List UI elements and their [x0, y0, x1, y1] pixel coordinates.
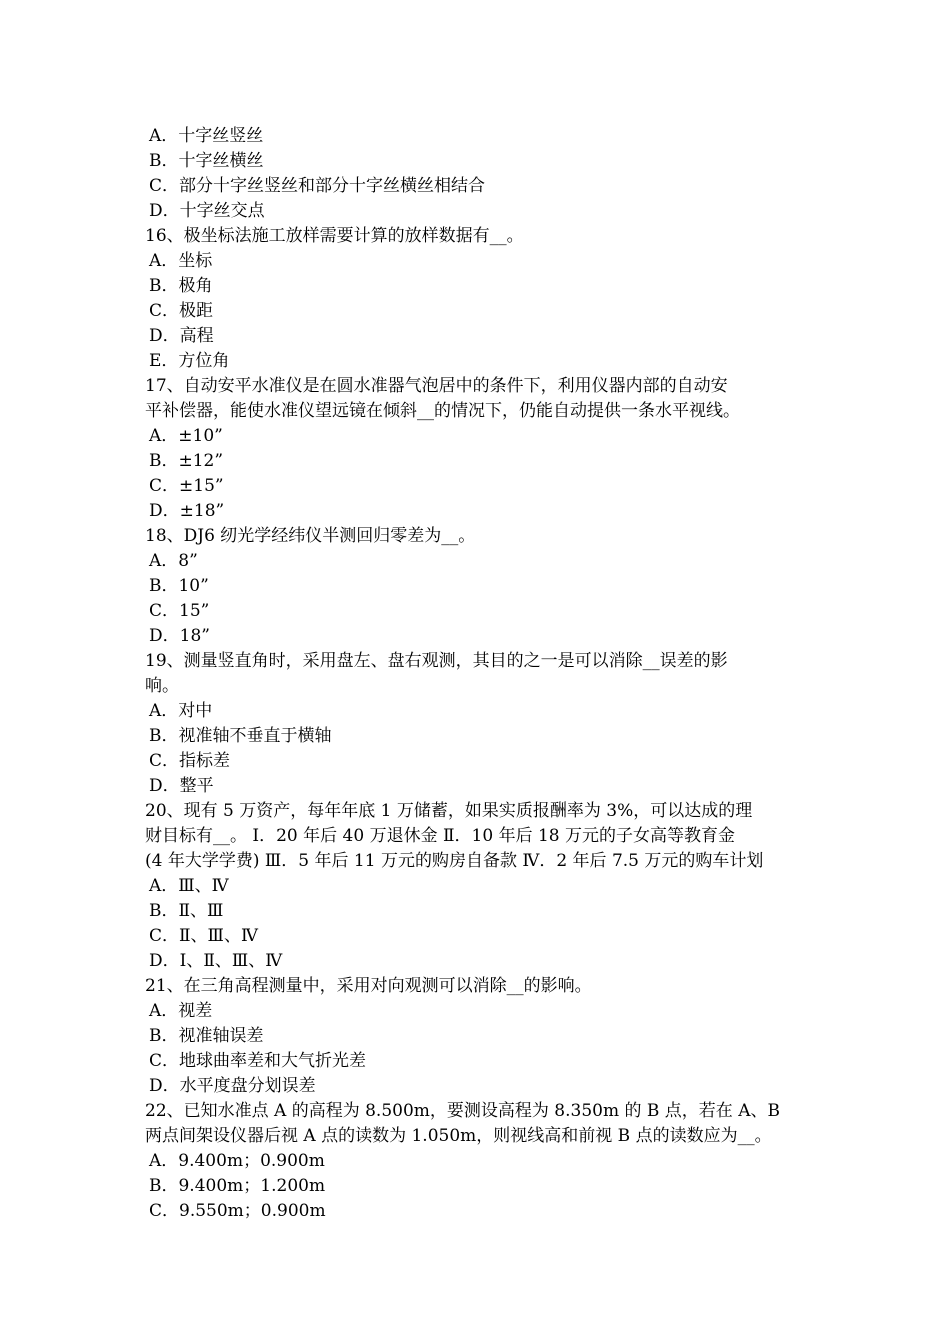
question-text: 22、已知水准点 A 的高程为 8.500m，要测设高程为 8.350m 的 B 点，若在 A、B: [145, 1101, 780, 1121]
answer-option: B．视准轴误差: [149, 1026, 264, 1046]
question-text: 响。: [145, 676, 179, 696]
answer-option: A．坐标: [149, 251, 213, 271]
answer-option: A．视差: [149, 1001, 213, 1021]
answer-option: C．指标差: [149, 751, 231, 771]
question-text: 两点间架设仪器后视 A 点的读数为 1.050m，则视线高和前视 B 点的读数应为__。: [145, 1126, 772, 1146]
question-text: 21、在三角高程测量中，采用对向观测可以消除__的影响。: [145, 976, 592, 996]
answer-option: B．10”: [149, 576, 209, 596]
question-text: 20、现有 5 万资产，每年年底 1 万储蓄，如果实质报酬率为 3%，可以达成的理: [145, 801, 753, 821]
answer-option: D．水平度盘分划误差: [149, 1076, 316, 1096]
answer-option: B．9.400m；1.200m: [149, 1176, 326, 1196]
answer-option: A．Ⅲ、Ⅳ: [149, 876, 229, 896]
answer-option: D．±18”: [149, 501, 225, 521]
answer-option: E．方位角: [149, 351, 230, 371]
answer-option: B．视准轴不垂直于横轴: [149, 726, 332, 746]
question-text: 财目标有__。 Ⅰ．20 年后 40 万退休金 Ⅱ．10 年后 18 万元的子女高等教育金: [145, 826, 736, 846]
question-text: 19、测量竖直角时，采用盘左、盘右观测，其目的之一是可以消除__误差的影: [145, 651, 728, 671]
question-text: 18、DJ6 纫光学经纬仪半测回归零差为__。: [145, 526, 476, 546]
answer-option: B．±12”: [149, 451, 224, 471]
answer-option: A．±10”: [149, 426, 223, 446]
answer-option: A．对中: [149, 701, 213, 721]
question-text: (4 年大学学费) Ⅲ．5 年后 11 万元的购房自备款 Ⅳ．2 年后 7.5 万元的购车计划: [145, 851, 764, 871]
document-body: [145, 124, 815, 1224]
answer-option: A．十字丝竖丝: [149, 126, 264, 146]
answer-option: A．9.400m；0.900m: [149, 1151, 325, 1171]
answer-option: B．十字丝横丝: [149, 151, 264, 171]
answer-option: D．十字丝交点: [149, 201, 265, 221]
answer-option: B．极角: [149, 276, 213, 296]
answer-option: B．Ⅱ、Ⅲ: [149, 901, 224, 921]
answer-option: C．Ⅱ、Ⅲ、Ⅳ: [149, 926, 258, 946]
answer-option: D．整平: [149, 776, 214, 796]
answer-option: C．9.550m；0.900m: [149, 1201, 326, 1221]
answer-option: C．±15”: [149, 476, 224, 496]
answer-option: D．18”: [149, 626, 210, 646]
question-text: 16、极坐标法施工放样需要计算的放样数据有__。: [145, 226, 524, 246]
answer-option: C．15”: [149, 601, 210, 621]
answer-option: C．极距: [149, 301, 214, 321]
answer-option: C．地球曲率差和大气折光差: [149, 1051, 367, 1071]
question-text: 平补偿器，能使水准仪望远镜在倾斜__的情况下，仍能自动提供一条水平视线。: [145, 401, 740, 421]
answer-option: D．Ⅰ、Ⅱ、Ⅲ、Ⅳ: [149, 951, 283, 971]
answer-option: C．部分十字丝竖丝和部分十字丝横丝相结合: [149, 176, 486, 196]
answer-option: D．高程: [149, 326, 214, 346]
question-text: 17、自动安平水准仪是在圆水准器气泡居中的条件下，利用仪器内部的自动安: [145, 376, 728, 396]
answer-option: A．8”: [149, 551, 198, 571]
